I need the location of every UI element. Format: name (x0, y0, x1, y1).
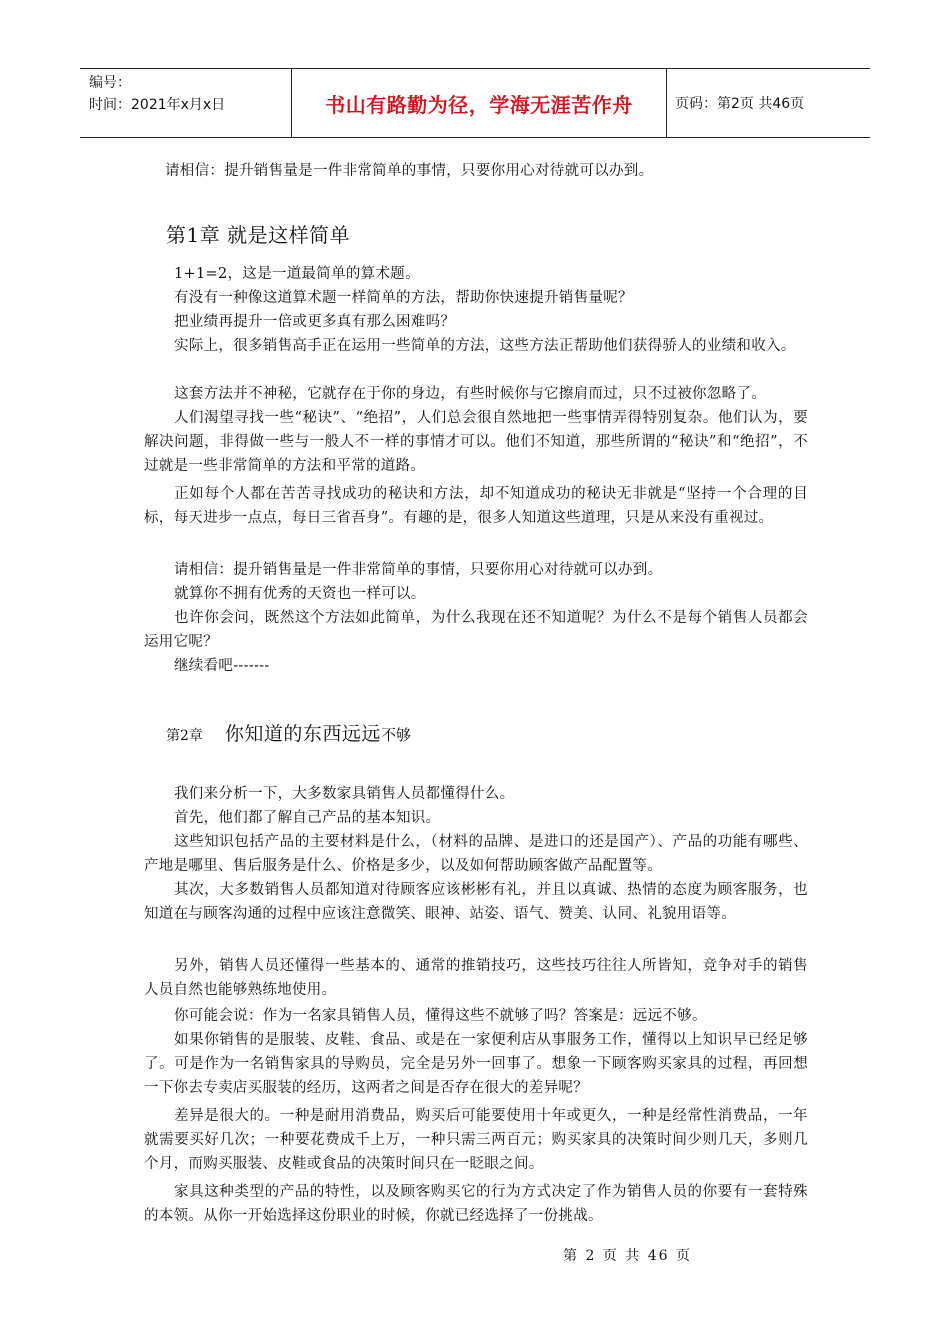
ch2-paragraph: 我们来分析一下，大多数家具销售人员都懂得什么。 (174, 786, 515, 802)
ch1-paragraph: 继续看吧------- (174, 658, 270, 674)
ch2-paragraph: 家具这种类型的产品的特性，以及顾客购买它的行为方式决定了作为销售人员的你要有一套特殊的本领。从你一开始选择这份职业的时候，你就已经选择了一份挑战。 (144, 1184, 808, 1224)
ch1-paragraph: 就算你不拥有优秀的天资也一样可以。 (174, 586, 426, 602)
ch2-paragraph: 其次，大多数销售人员都知道对待顾客应该彬彬有礼，并且以真诚、热情的态度为顾客服务，也知道在与顾客沟通的过程中应该注意微笑、眼神、站姿、语气、赞美、认同、礼貌用语等。 (144, 882, 808, 922)
intro-line: 请相信：提升销售量是一件非常简单的事情，只要你用心对待就可以办到。 (165, 163, 654, 179)
page-header (80, 68, 870, 138)
chapter-2-title-tail: 不够 (380, 726, 411, 744)
ch1-paragraph: 实际上，很多销售高手正在运用一些简单的方法，这些方法正帮助他们获得骄人的业绩和收入。 (174, 338, 796, 354)
header-page-info: 页码：第2页 共46页 (675, 96, 805, 112)
ch1-paragraph: 把业绩再提升一倍或更多真有那么困难吗？ (174, 314, 456, 330)
ch1-paragraph: 这套方法并不神秘，它就存在于你的身边，有些时候你与它擦肩而过，只不过被你忽略了。 (174, 386, 766, 402)
ch2-paragraph: 如果你销售的是服装、皮鞋、食品、或是在一家便利店从事服务工作，懂得以上知识早已经足够了。可是作为一名销售家具的导购员，完全是另外一回事了。想象一下顾客购买家具的过程，再回想一下你去专卖店买服装的经历，这两者之间是否存在很大的差异呢？ (144, 1032, 808, 1096)
ch1-paragraph: 正如每个人都在苦苦寻找成功的秘诀和方法，却不知道成功的秘诀无非就是“坚持一个合理的目标，每天进步一点点，每日三省吾身”。有趣的是，很多人知道这些道理，只是从来没有重视过。 (144, 486, 808, 526)
chapter-2-title-main: 你知道的东西远远 (224, 723, 381, 745)
header-date: 时间：2021年x月x日 (89, 97, 226, 113)
header-meta (80, 69, 291, 137)
ch2-paragraph: 另外，销售人员还懂得一些基本的、通常的推销技巧，这些技巧往往人所皆知，竞争对手的销售人员自然也能够熟练地使用。 (144, 958, 808, 998)
chapter-2-number: 第2章 (166, 728, 203, 744)
header-motto: 书山有路勤为径，学海无涯苦作舟 (291, 69, 667, 137)
page-footer: 第 2 页 共 46 页 (563, 1248, 692, 1264)
chapter-1-title: 第1章 就是这样简单 (166, 223, 351, 247)
header-number: 编号： (89, 75, 131, 91)
chapter-2-title (166, 718, 411, 746)
ch2-paragraph: 差异是很大的。一种是耐用消费品，购买后可能要使用十年或更久，一种是经常性消费品，一年就需要买好几次；一种要花费成千上万，一种只需三两百元；购买家具的决策时间少则几天，多则几个月，而购买服装、皮鞋或食品的决策时间只在一眨眼之间。 (144, 1108, 808, 1172)
ch2-paragraph: 首先，他们都了解自己产品的基本知识。 (174, 810, 441, 826)
ch1-paragraph: 也许你会问，既然这个方法如此简单，为什么我现在还不知道呢？为什么不是每个销售人员都会运用它呢？ (144, 610, 808, 650)
ch2-paragraph: 这些知识包括产品的主要材料是什么，（材料的品牌、是进口的还是国产）、产品的功能有哪些、产地是哪里、售后服务是什么、价格是多少，以及如何帮助顾客做产品配置等。 (144, 834, 808, 874)
ch1-paragraph: 请相信：提升销售量是一件非常简单的事情，只要你用心对待就可以办到。 (174, 562, 663, 578)
ch2-paragraph: 你可能会说：作为一名家具销售人员，懂得这些不就够了吗？答案是：远远不够。 (174, 1008, 707, 1024)
ch1-paragraph: 有没有一种像这道算术题一样简单的方法，帮助你快速提升销售量呢？ (174, 290, 633, 306)
ch1-paragraph: 1+1=2，这是一道最简单的算术题。 (174, 266, 420, 282)
ch1-paragraph: 人们渴望寻找一些“秘诀”、“绝招”，人们总会很自然地把一些事情弄得特别复杂。他们认为，要解决问题，非得做一些与一般人不一样的事情才可以。他们不知道，那些所谓的“秘诀”和“绝招”，不过就是一些非常简单的方法和平常的道路。 (144, 410, 808, 474)
